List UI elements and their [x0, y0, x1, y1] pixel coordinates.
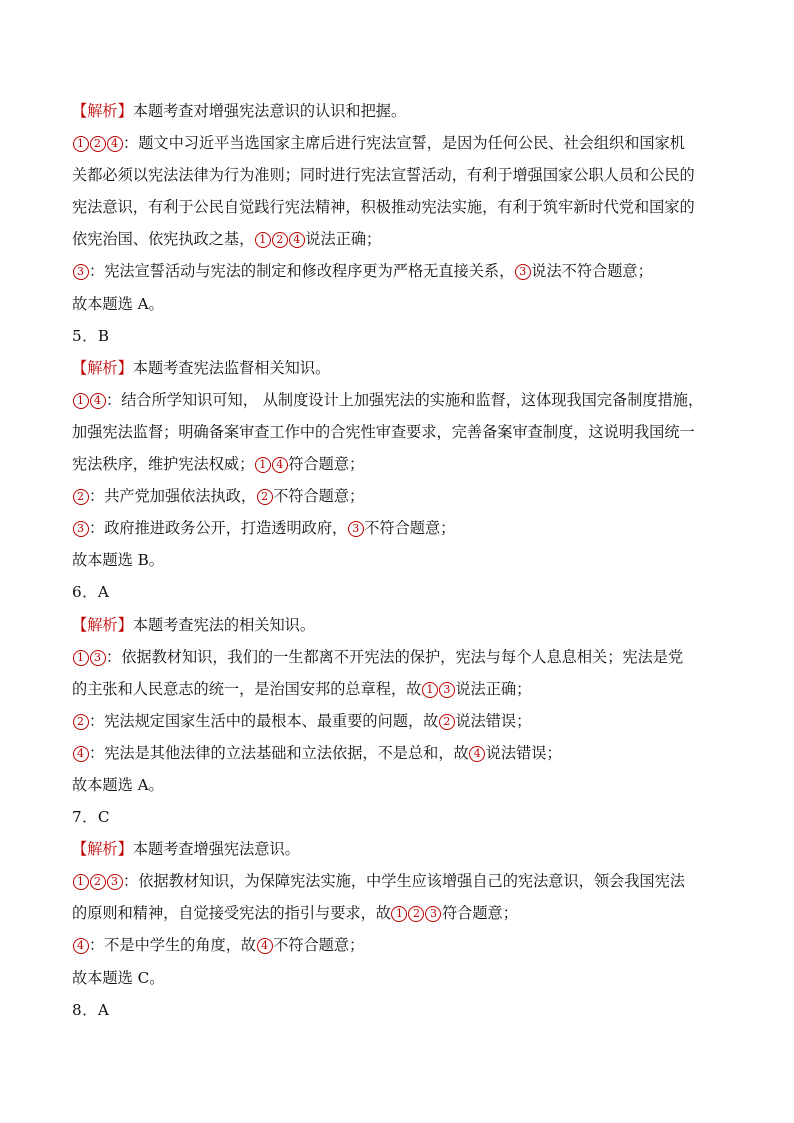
- line-text: 不符合题意；: [273, 936, 365, 955]
- text-line: [72, 705, 724, 737]
- circled-number: 3: [348, 521, 364, 537]
- text-line: [72, 962, 724, 994]
- analysis-label: 【解析】: [72, 102, 133, 120]
- line-text: 符合题意；: [441, 904, 518, 923]
- circled-number: 1: [255, 457, 271, 473]
- text-line: [72, 929, 724, 961]
- line-text: 说法正确；: [455, 679, 532, 698]
- text-line: [72, 609, 724, 641]
- text-line: [72, 352, 724, 384]
- text-line: [72, 480, 724, 512]
- circled-number: 4: [469, 746, 485, 762]
- line-text: 宪法秩序，维护宪法权威；: [72, 455, 255, 474]
- circled-number: 3: [73, 521, 89, 537]
- circled-number: 4: [289, 232, 305, 248]
- circled-number: 1: [73, 650, 89, 666]
- line-text: 符合题意；: [288, 455, 365, 474]
- document-page: [72, 95, 724, 1026]
- circled-number: 1: [422, 682, 438, 698]
- circled-number: 2: [408, 906, 424, 922]
- question-answer: 7．C: [72, 808, 110, 827]
- line-text: ：结合所学知识可知， 从制度设计上加强宪法的实施和监督，这体现我国完备制度措施，: [106, 390, 704, 409]
- circled-number: 2: [272, 232, 288, 248]
- text-line: [72, 897, 724, 929]
- line-text: 说法错误；: [455, 711, 532, 730]
- circled-number: 3: [90, 650, 106, 666]
- line-text: ：宪法是其他法律的立法基础和立法依据，不是总和，故: [89, 743, 469, 762]
- line-text: 不符合题意；: [364, 519, 456, 538]
- circled-number: 4: [107, 136, 123, 152]
- line-text: ：宪法宣誓活动与宪法的制定和修改程序更为严格无直接关系，: [89, 262, 515, 281]
- circled-number: 2: [90, 874, 106, 890]
- line-text: 故本题选 B。: [72, 551, 164, 570]
- line-text: 本题考查宪法的相关知识。: [132, 615, 315, 634]
- line-text: ：依据教材知识，我们的一生都离不开宪法的保护，宪法与每个人息息相关；宪法是党: [106, 647, 684, 666]
- text-line: [72, 288, 724, 320]
- circled-number: 4: [73, 938, 89, 954]
- text-line: [72, 512, 724, 544]
- circled-number: 2: [257, 489, 273, 505]
- question-answer: 6．A: [72, 583, 110, 602]
- text-line: [72, 576, 724, 608]
- line-text: ：依据教材知识，为保障宪法实施，中学生应该增强自己的宪法意识，领会我国宪法: [123, 872, 685, 891]
- text-line: [72, 320, 724, 352]
- text-line: [72, 544, 724, 576]
- circled-number: 2: [73, 489, 89, 505]
- text-line: [72, 191, 724, 223]
- text-line: [72, 737, 724, 769]
- text-line: [72, 95, 724, 127]
- circled-number: 1: [73, 393, 89, 409]
- text-line: [72, 416, 724, 448]
- circled-number: 4: [257, 938, 273, 954]
- circled-number: 3: [73, 264, 89, 280]
- line-text: ：宪法规定国家生活中的最根本、最重要的问题，故: [89, 711, 439, 730]
- circled-number: 2: [439, 714, 455, 730]
- text-line: [72, 223, 724, 255]
- line-text: 依宪治国、依宪执政之基，: [72, 230, 255, 249]
- text-line: [72, 769, 724, 801]
- line-text: ：题文中习近平当选国家主席后进行宪法宣誓，是因为任何公民、社会组织和国家机: [123, 134, 685, 153]
- text-line: [72, 641, 724, 673]
- circled-number: 1: [73, 136, 89, 152]
- question-answer: 5．B: [72, 326, 110, 345]
- question-answer: 8．A: [72, 1000, 110, 1019]
- circled-number: 1: [255, 232, 271, 248]
- text-line: [72, 448, 724, 480]
- line-text: 不符合题意；: [273, 487, 365, 506]
- circled-number: 1: [391, 906, 407, 922]
- circled-number: 2: [73, 714, 89, 730]
- line-text: 说法正确；: [305, 230, 382, 249]
- circled-number: 3: [107, 874, 123, 890]
- line-text: 加强宪法监督；明确备案审查工作中的合宪性审查要求，完善备案审查制度，这说明我国统一: [72, 422, 695, 441]
- circled-number: 3: [439, 682, 455, 698]
- circled-number: 4: [73, 746, 89, 762]
- line-text: 故本题选 A。: [72, 775, 164, 794]
- text-line: [72, 865, 724, 897]
- text-line: [72, 159, 724, 191]
- text-line: [72, 994, 724, 1026]
- text-line: [72, 255, 724, 287]
- circled-number: 4: [90, 393, 106, 409]
- circled-number: 3: [425, 906, 441, 922]
- circled-number: 1: [73, 874, 89, 890]
- text-line: [72, 384, 724, 416]
- line-text: 故本题选 C。: [72, 968, 165, 987]
- line-text: 的主张和人民意志的统一，是治国安邦的总章程，故: [72, 679, 422, 698]
- analysis-label: 【解析】: [72, 840, 133, 859]
- line-text: 关都必须以宪法法律为行为准则；同时进行宪法宣誓活动，有利于增强国家公职人员和公民的: [72, 166, 695, 185]
- circled-number: 2: [90, 136, 106, 152]
- line-text: ：不是中学生的角度，故: [89, 936, 257, 955]
- line-text: 本题考查对增强宪法意识的认识和把握。: [132, 102, 407, 120]
- circled-number: 4: [272, 457, 288, 473]
- line-text: 宪法意识，有利于公民自觉践行宪法精神，积极推动宪法实施，有利于筑牢新时代党和国家的: [72, 198, 695, 217]
- analysis-label: 【解析】: [72, 615, 133, 634]
- text-line: [72, 801, 724, 833]
- analysis-label: 【解析】: [72, 358, 133, 377]
- text-line: [72, 127, 724, 159]
- line-text: ：共产党加强依法执政，: [89, 487, 257, 506]
- line-text: 本题考查增强宪法意识。: [132, 840, 300, 859]
- line-text: ：政府推进政务公开，打造透明政府，: [89, 519, 348, 538]
- text-line: [72, 673, 724, 705]
- line-text: 说法错误；: [485, 743, 562, 762]
- line-text: 说法不符合题意；: [531, 262, 653, 281]
- circled-number: 3: [515, 264, 531, 280]
- line-text: 故本题选 A。: [72, 294, 164, 313]
- text-line: [72, 833, 724, 865]
- line-text: 的原则和精神，自觉接受宪法的指引与要求，故: [72, 904, 391, 923]
- line-text: 本题考查宪法监督相关知识。: [132, 358, 331, 377]
